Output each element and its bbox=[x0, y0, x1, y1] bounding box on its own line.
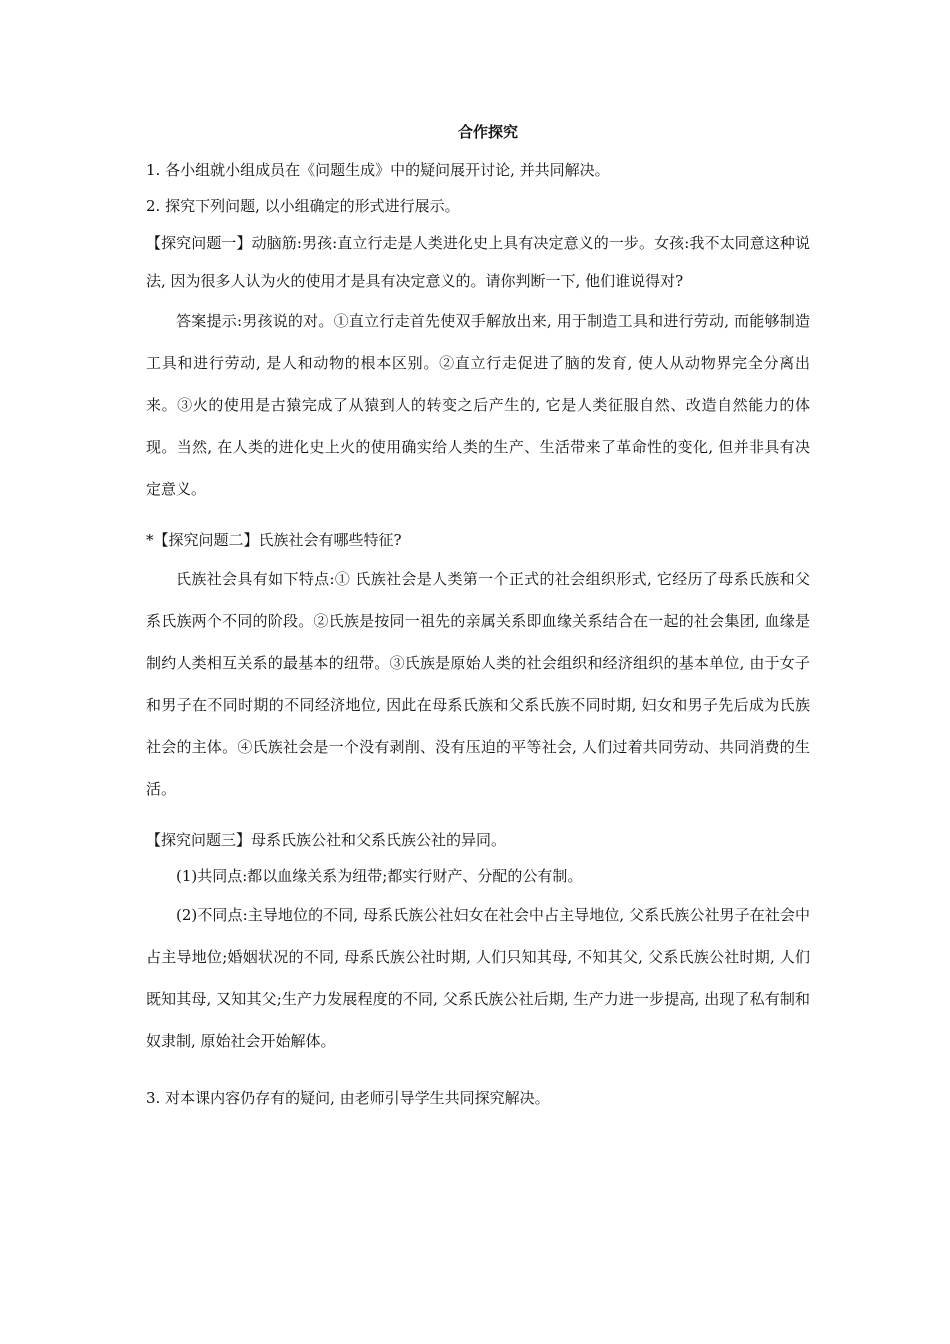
spacer bbox=[146, 1062, 810, 1080]
answer-3-similar: (1)共同点:都以血缘关系为纽带;都实行财产、分配的公有制。 bbox=[176, 867, 583, 885]
item-2: 2. 探究下列问题, 以小组确定的形式进行展示。 bbox=[146, 197, 460, 215]
spacer bbox=[146, 510, 810, 522]
section-title: 合作探究 bbox=[457, 123, 518, 141]
question-1: 【探究问题一】动脑筋:男孩:直立行走是人类进化史上具有决定意义的一步。女孩:我不太同意这种说法, 因为很多人认为火的使用才是具有决定意义的。请你判断一下, 他们谁说得对? bbox=[146, 234, 810, 290]
question-2: *【探究问题二】氏族社会有哪些特征? bbox=[146, 531, 402, 549]
answer-3-different: (2)不同点:主导地位的不同, 母系氏族公社妇女在社会中占主导地位, 父系氏族公社男子在社会中占主导地位;婚姻状况的不同, 母系氏族公社时期, 人们只知其母, 不知其父, 父系氏族公社时期, 人们既知其母, 又知其父;生产力发展程度的不同, 父系氏族公社后期, 生产力进一步提高, 出现了私有制和奴隶制, 原始社会开始解体。 bbox=[146, 906, 810, 1050]
spacer bbox=[146, 810, 810, 822]
item-3: 3. 对本课内容仍存有的疑问, 由老师引导学生共同探究解决。 bbox=[146, 1089, 550, 1107]
item-1: 1. 各小组就小组成员在《问题生成》中的疑问展开讨论, 并共同解决。 bbox=[146, 161, 610, 179]
question-3: 【探究问题三】母系氏族公社和父系氏族公社的异同。 bbox=[146, 831, 507, 849]
answer-1: 答案提示:男孩说的对。①直立行走首先使双手解放出来, 用于制造工具和进行劳动, 而能够制造工具和进行劳动, 是人和动物的根本区别。②直立行走促进了脑的发育, 使人从动物界完全分离出来。③火的使用是古猿完成了从猿到人的转变之后产生的, 它是人类征服自然、改造自然能力的体现。当然, 在人类的进化史上火的使用确实给人类的生产、生活带来了革命性的变化, 但并非具有决定意义。 bbox=[146, 312, 810, 498]
document-page bbox=[146, 118, 810, 1116]
answer-2: 氏族社会具有如下特点:① 氏族社会是人类第一个正式的社会组织形式, 它经历了母系氏族和父系氏族两个不同的阶段。②氏族是按同一祖先的亲属关系即血缘关系结合在一起的社会集团, 血缘是制约人类相互关系的最基本的纽带。③氏族是原始人类的社会组织和经济组织的基本单位, 由于女子和男子在不同时期的不同经济地位, 因此在母系氏族和父系氏族不同时期, 妇女和男子先后成为氏族社会的主体。④氏族社会是一个没有剥削、没有压迫的平等社会, 人们过着共同劳动、共同消费的生活。 bbox=[146, 570, 810, 798]
